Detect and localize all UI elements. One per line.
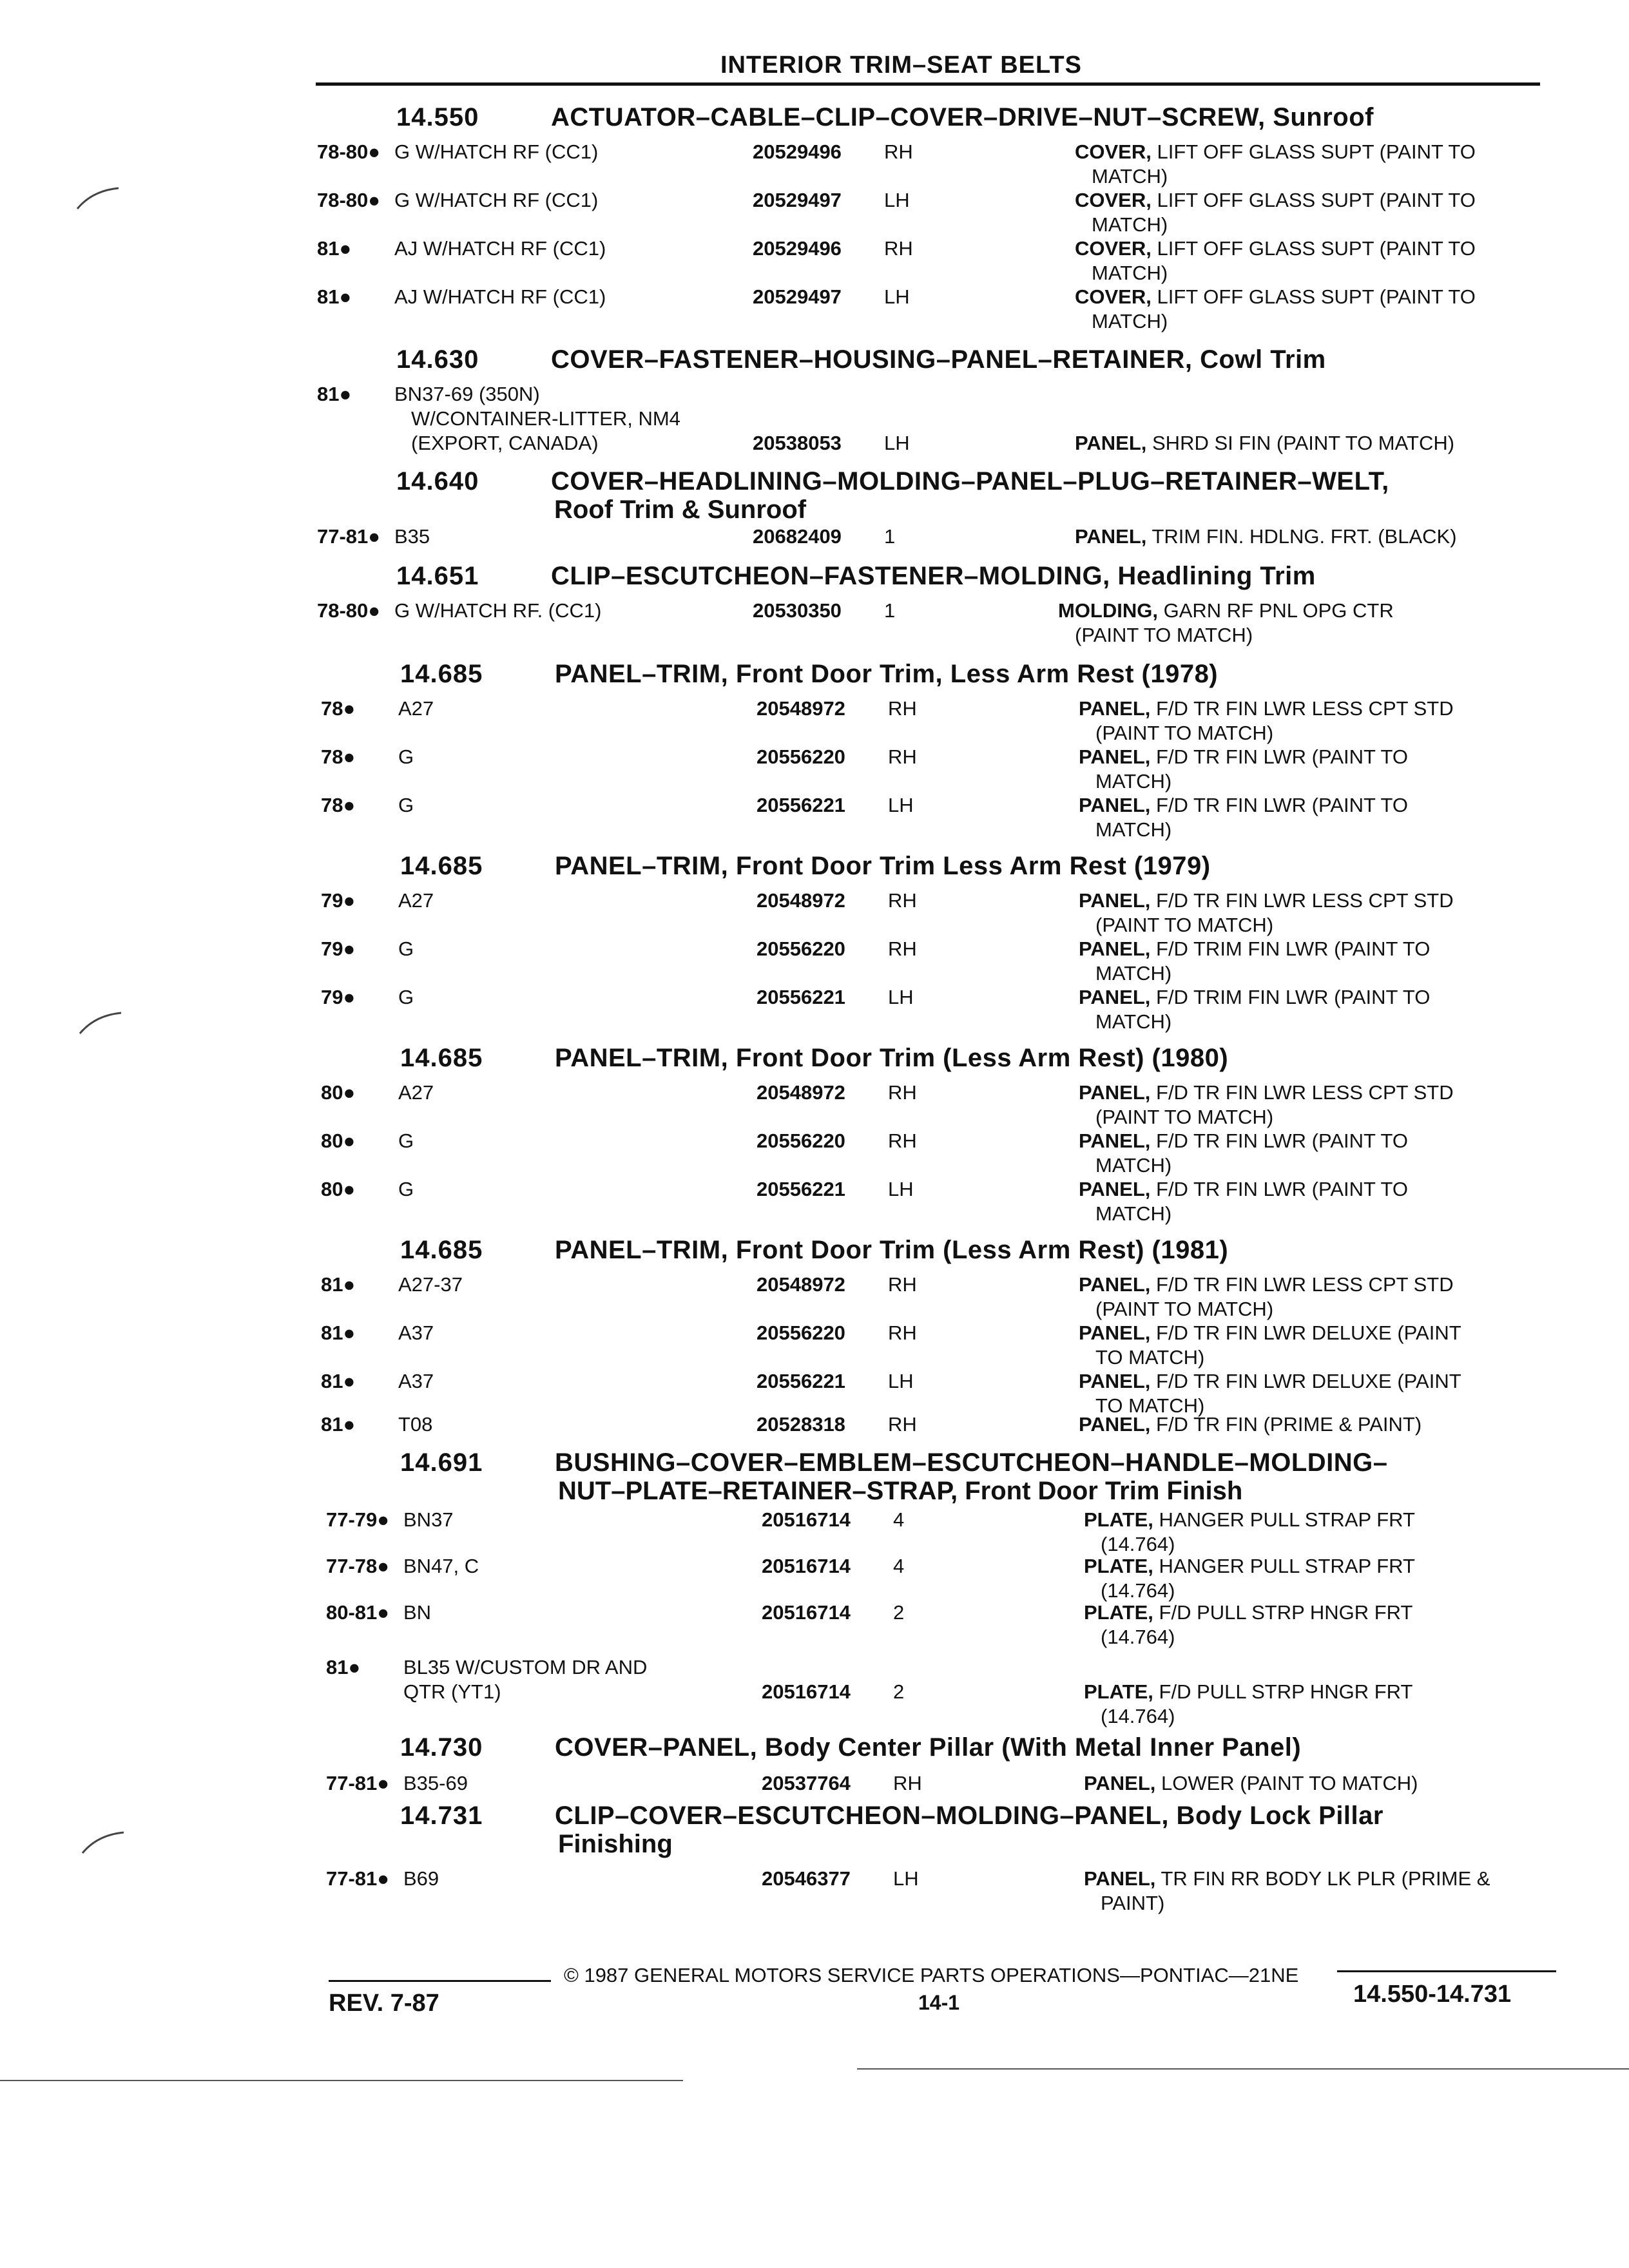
section-title: PANEL–TRIM, Front Door Trim Less Arm Rest (1979) (555, 852, 1211, 880)
part-number: 20548972 (757, 1081, 845, 1104)
body-style: G (398, 1178, 414, 1200)
part-description (1075, 140, 1476, 164)
part-description-line2: TO MATCH) (1095, 1346, 1205, 1369)
body-style: A37 (398, 1321, 434, 1344)
part-description-line2: MATCH) (1095, 818, 1172, 841)
part-description (1079, 1321, 1461, 1345)
quantity: RH (888, 1273, 917, 1296)
part-description (1079, 1081, 1454, 1104)
model-year: 79● (321, 889, 356, 912)
part-number: 20530350 (753, 599, 842, 622)
description-detail: F/D TR FIN LWR (PAINT TO (1150, 745, 1408, 768)
body-style-line3: (EXPORT, CANADA) (411, 432, 599, 454)
description-noun: PANEL, (1079, 1321, 1151, 1344)
part-number: 20516714 (762, 1601, 851, 1624)
part-number: 20516714 (762, 1508, 851, 1531)
model-year: 81● (321, 1370, 356, 1392)
model-year: 81● (317, 383, 352, 405)
quantity: RH (888, 745, 917, 768)
description-detail: HANGER PULL STRAP FRT (1153, 1508, 1415, 1531)
section-number: 14.731 (400, 1802, 483, 1830)
margin-mark-1 (76, 186, 121, 211)
section-title: PANEL–TRIM, Front Door Trim, Less Arm Rest (1978) (555, 660, 1219, 688)
part-number: 20528318 (757, 1413, 845, 1436)
part-description-line2: (PAINT TO MATCH) (1095, 1106, 1274, 1128)
quantity: LH (884, 285, 910, 308)
part-description-line2: MATCH) (1095, 1202, 1172, 1225)
description-noun: PANEL, (1084, 1867, 1156, 1890)
model-year: 78-80● (317, 599, 381, 622)
part-description (1079, 937, 1430, 961)
part-number: 20538053 (753, 432, 842, 454)
quantity: RH (888, 937, 917, 960)
footer-range: 14.550-14.731 (1353, 1981, 1512, 2008)
part-description (1079, 889, 1454, 912)
description-detail: F/D TR FIN LWR LESS CPT STD (1150, 1273, 1454, 1296)
description-detail: F/D TR FIN LWR (PAINT TO (1150, 1178, 1408, 1200)
part-description-line2: MATCH) (1092, 262, 1168, 284)
description-noun: COVER, (1075, 140, 1152, 163)
quantity: LH (884, 432, 910, 454)
description-noun: PANEL, (1079, 1273, 1151, 1296)
model-year: 79● (321, 986, 356, 1008)
section-subtitle: Finishing (558, 1830, 673, 1858)
description-detail: LIFT OFF GLASS SUPT (PAINT TO (1151, 140, 1476, 163)
section-number: 14.640 (396, 467, 479, 495)
part-description-line2: TO MATCH) (1095, 1394, 1205, 1417)
section-title: CLIP–ESCUTCHEON–FASTENER–MOLDING, Headlining Trim (551, 562, 1316, 590)
part-description-line2: (14.764) (1101, 1626, 1175, 1648)
part-description-line2: (PAINT TO MATCH) (1095, 1298, 1274, 1320)
part-description (1084, 1555, 1415, 1578)
model-year: 78● (321, 745, 356, 768)
part-description (1075, 189, 1476, 212)
description-detail: LIFT OFF GLASS SUPT (PAINT TO (1151, 189, 1476, 211)
model-year: 81● (326, 1656, 361, 1678)
description-detail: HANGER PULL STRAP FRT (1153, 1555, 1415, 1577)
model-year: 80● (321, 1129, 356, 1152)
section-title: COVER–PANEL, Body Center Pillar (With Metal Inner Panel) (555, 1733, 1302, 1762)
description-noun: PANEL, (1084, 1772, 1156, 1794)
body-style: B35-69 (403, 1772, 468, 1794)
body-style-line2: W/CONTAINER-LITTER, NM4 (411, 407, 680, 430)
body-style: A27-37 (398, 1273, 463, 1296)
description-detail: TR FIN RR BODY LK PLR (PRIME & (1155, 1867, 1490, 1890)
description-noun: PANEL, (1079, 986, 1151, 1008)
part-number: 20548972 (757, 697, 845, 720)
section-number: 14.651 (396, 562, 479, 590)
section-number: 14.685 (400, 1236, 483, 1264)
model-year: 80● (321, 1081, 356, 1104)
model-year: 78● (321, 794, 356, 816)
part-description (1084, 1867, 1490, 1890)
part-number: 20556221 (757, 1370, 845, 1392)
part-description-line2: (PAINT TO MATCH) (1095, 722, 1274, 744)
quantity: RH (888, 1413, 917, 1436)
body-style: A27 (398, 889, 434, 912)
description-detail: F/D TR FIN LWR DELUXE (PAINT (1150, 1321, 1461, 1344)
section-title: BUSHING–COVER–EMBLEM–ESCUTCHEON–HANDLE–MOLDING– (555, 1448, 1388, 1477)
body-style: G (398, 1129, 414, 1152)
description-detail: GARN RF PNL OPG CTR (1158, 599, 1394, 622)
body-style: AJ W/HATCH RF (CC1) (394, 285, 606, 308)
part-number: 20556220 (757, 745, 845, 768)
description-detail: TRIM FIN. HDLNG. FRT. (BLACK) (1146, 525, 1457, 548)
part-description (1079, 745, 1408, 769)
body-style: B69 (403, 1867, 439, 1890)
part-description (1084, 1508, 1415, 1532)
description-detail: F/D PULL STRP HNGR FRT (1153, 1601, 1413, 1624)
part-description-line2: MATCH) (1095, 1010, 1172, 1033)
model-year: 80● (321, 1178, 356, 1200)
quantity: RH (888, 889, 917, 912)
part-number: 20529497 (753, 189, 842, 211)
description-noun: PANEL, (1079, 794, 1151, 816)
section-subtitle: Roof Trim & Sunroof (554, 495, 807, 524)
model-year: 77-81● (317, 525, 381, 548)
body-style: G W/HATCH RF (CC1) (394, 189, 599, 211)
part-number: 20556221 (757, 1178, 845, 1200)
section-number: 14.685 (400, 660, 483, 688)
body-style-line2: QTR (YT1) (403, 1680, 501, 1703)
description-noun: PANEL, (1079, 1129, 1151, 1152)
description-detail: F/D TR FIN LWR LESS CPT STD (1150, 697, 1454, 720)
part-description (1079, 1413, 1422, 1436)
quantity: RH (888, 1081, 917, 1104)
quantity: 4 (893, 1508, 905, 1531)
quantity: LH (888, 794, 914, 816)
section-number: 14.550 (396, 103, 479, 131)
description-detail: LIFT OFF GLASS SUPT (PAINT TO (1151, 285, 1476, 308)
part-description-line2: MATCH) (1095, 770, 1172, 793)
quantity: 2 (893, 1601, 905, 1624)
section-number: 14.685 (400, 852, 483, 880)
description-noun: COVER, (1075, 189, 1152, 211)
model-year: 77-78● (326, 1555, 390, 1577)
description-noun: COVER, (1075, 285, 1152, 308)
description-detail: F/D TR FIN LWR LESS CPT STD (1150, 1081, 1454, 1104)
model-year: 81● (321, 1413, 356, 1436)
part-number: 20682409 (753, 525, 842, 548)
quantity: LH (888, 1370, 914, 1392)
section-number: 14.730 (400, 1733, 483, 1762)
quantity: RH (888, 697, 917, 720)
part-description-line2: MATCH) (1095, 962, 1172, 985)
description-noun: COVER, (1075, 237, 1152, 260)
part-description-line2: MATCH) (1092, 310, 1168, 332)
part-description (1079, 1370, 1461, 1393)
part-description (1084, 1772, 1418, 1795)
footer-copyright: © 1987 GENERAL MOTORS SERVICE PARTS OPERATIONS—PONTIAC—21NE (564, 1964, 1299, 1986)
description-detail: F/D TRIM FIN LWR (PAINT TO (1150, 937, 1431, 960)
description-detail: F/D PULL STRP HNGR FRT (1153, 1680, 1413, 1703)
section-title: CLIP–COVER–ESCUTCHEON–MOLDING–PANEL, Body Lock Pillar (555, 1802, 1383, 1830)
part-number: 20548972 (757, 889, 845, 912)
part-description-line2: (14.764) (1101, 1579, 1175, 1602)
model-year: 77-79● (326, 1508, 390, 1531)
quantity: RH (893, 1772, 922, 1794)
model-year: 78-80● (317, 140, 381, 163)
footer-rule-left (329, 1980, 551, 1982)
body-style: G (398, 745, 414, 768)
description-noun: PLATE, (1084, 1601, 1153, 1624)
scan-edge-line-left (0, 2080, 683, 2081)
body-style: AJ W/HATCH RF (CC1) (394, 237, 606, 260)
part-number: 20556221 (757, 794, 845, 816)
description-detail: F/D TR FIN LWR DELUXE (PAINT (1150, 1370, 1461, 1392)
part-description (1075, 525, 1457, 548)
description-detail: LOWER (PAINT TO MATCH) (1155, 1772, 1418, 1794)
quantity: 1 (884, 599, 896, 622)
section-title: ACTUATOR–CABLE–CLIP–COVER–DRIVE–NUT–SCREW, Sunroof (551, 103, 1374, 131)
body-style: A27 (398, 697, 434, 720)
part-description (1079, 697, 1454, 720)
body-style: G W/HATCH RF. (CC1) (394, 599, 602, 622)
part-description-line2: (PAINT TO MATCH) (1075, 624, 1253, 646)
description-noun: PANEL, (1075, 525, 1147, 548)
description-detail: F/D TR FIN LWR (PAINT TO (1150, 794, 1408, 816)
body-style: T08 (398, 1413, 433, 1436)
quantity: RH (888, 1321, 917, 1344)
model-year: 77-81● (326, 1772, 390, 1794)
part-description-line2: (14.764) (1101, 1533, 1175, 1555)
header-rule (316, 82, 1540, 86)
part-number: 20516714 (762, 1555, 851, 1577)
body-style: G (398, 986, 414, 1008)
model-year: 81● (317, 237, 352, 260)
margin-mark-3 (81, 1830, 126, 1856)
model-year: 80-81● (326, 1601, 390, 1624)
description-noun: PANEL, (1079, 1413, 1151, 1436)
part-number: 20548972 (757, 1273, 845, 1296)
model-year: 81● (321, 1321, 356, 1344)
part-description-line2: (PAINT TO MATCH) (1095, 914, 1274, 936)
part-number: 20546377 (762, 1867, 851, 1890)
body-style: A37 (398, 1370, 434, 1392)
body-style: A27 (398, 1081, 434, 1104)
part-number: 20529497 (753, 285, 842, 308)
footer-page-number: 14-1 (918, 1991, 960, 2014)
model-year: 78● (321, 697, 356, 720)
part-description (1084, 1601, 1412, 1624)
body-style: G W/HATCH RF (CC1) (394, 140, 599, 163)
part-description (1075, 237, 1476, 260)
body-style: B35 (394, 525, 430, 548)
section-title: COVER–HEADLINING–MOLDING–PANEL–PLUG–RETAINER–WELT, (551, 467, 1389, 495)
part-number: 20556221 (757, 986, 845, 1008)
description-noun: PANEL, (1079, 889, 1151, 912)
footer-revision: REV. 7-87 (329, 1990, 439, 2017)
section-title: PANEL–TRIM, Front Door Trim (Less Arm Rest) (1980) (555, 1044, 1229, 1072)
section-number: 14.630 (396, 345, 479, 374)
part-description-line2: PAINT) (1101, 1892, 1165, 1914)
description-detail: F/D TR FIN LWR (PAINT TO (1150, 1129, 1408, 1152)
description-noun: PLATE, (1084, 1680, 1153, 1703)
part-description (1079, 1178, 1408, 1201)
body-style: BN (403, 1601, 432, 1624)
part-number: 20556220 (757, 1129, 845, 1152)
part-description (1079, 986, 1430, 1009)
part-description (1075, 285, 1476, 309)
part-number: 20537764 (762, 1772, 851, 1794)
section-title: PANEL–TRIM, Front Door Trim (Less Arm Rest) (1981) (555, 1236, 1229, 1264)
description-detail: F/D TR FIN LWR LESS CPT STD (1150, 889, 1454, 912)
model-year: 81● (321, 1273, 356, 1296)
body-style: BN47, C (403, 1555, 479, 1577)
body-style: G (398, 937, 414, 960)
part-number: 20529496 (753, 140, 842, 163)
quantity: RH (884, 237, 913, 260)
description-detail: LIFT OFF GLASS SUPT (PAINT TO (1151, 237, 1476, 260)
model-year: 79● (321, 937, 356, 960)
body-style: G (398, 794, 414, 816)
description-noun: PLATE, (1084, 1508, 1153, 1531)
page-title: INTERIOR TRIM–SEAT BELTS (720, 52, 1082, 79)
description-detail: SHRD SI FIN (PAINT TO MATCH) (1146, 432, 1455, 454)
description-noun: PANEL, (1079, 937, 1151, 960)
part-description-line2: (14.764) (1101, 1705, 1175, 1727)
quantity: 4 (893, 1555, 905, 1577)
part-description-line2: MATCH) (1095, 1154, 1172, 1177)
part-description (1058, 599, 1394, 622)
section-title: COVER–FASTENER–HOUSING–PANEL–RETAINER, Cowl Trim (551, 345, 1326, 374)
model-year: 81● (317, 285, 352, 308)
body-style: BN37 (403, 1508, 454, 1531)
quantity: LH (888, 986, 914, 1008)
description-noun: PANEL, (1079, 1081, 1151, 1104)
section-number: 14.691 (400, 1448, 483, 1477)
model-year: 78-80● (317, 189, 381, 211)
quantity: RH (884, 140, 913, 163)
quantity: 1 (884, 525, 896, 548)
description-noun: MOLDING, (1058, 599, 1158, 622)
body-style: BN37-69 (350N) (394, 383, 540, 405)
description-noun: PLATE, (1084, 1555, 1153, 1577)
quantity: RH (888, 1129, 917, 1152)
part-description-line2: MATCH) (1092, 213, 1168, 236)
description-noun: PANEL, (1075, 432, 1147, 454)
quantity: 2 (893, 1680, 905, 1703)
description-noun: PANEL, (1079, 1178, 1151, 1200)
part-description (1079, 1129, 1408, 1153)
description-noun: PANEL, (1079, 745, 1151, 768)
quantity: LH (884, 189, 910, 211)
body-style: BL35 W/CUSTOM DR AND (403, 1656, 648, 1678)
footer-rule-right (1337, 1970, 1556, 1972)
part-description (1079, 794, 1408, 817)
description-detail: F/D TR FIN (PRIME & PAINT) (1150, 1413, 1422, 1436)
section-number: 14.685 (400, 1044, 483, 1072)
description-noun: PANEL, (1079, 1370, 1151, 1392)
part-number: 20516714 (762, 1680, 851, 1703)
part-description-line2: MATCH) (1092, 165, 1168, 187)
scan-edge-line-right (857, 2068, 1629, 2070)
part-number: 20529496 (753, 237, 842, 260)
part-number: 20556220 (757, 937, 845, 960)
description-noun: PANEL, (1079, 697, 1151, 720)
quantity: LH (888, 1178, 914, 1200)
part-description (1079, 1273, 1454, 1296)
part-description (1084, 1680, 1412, 1704)
section-subtitle: NUT–PLATE–RETAINER–STRAP, Front Door Trim Finish (558, 1477, 1243, 1505)
model-year: 77-81● (326, 1867, 390, 1890)
part-number: 20556220 (757, 1321, 845, 1344)
quantity: LH (893, 1867, 919, 1890)
description-detail: F/D TRIM FIN LWR (PAINT TO (1150, 986, 1431, 1008)
margin-mark-2 (79, 1010, 124, 1036)
part-description (1075, 432, 1454, 455)
